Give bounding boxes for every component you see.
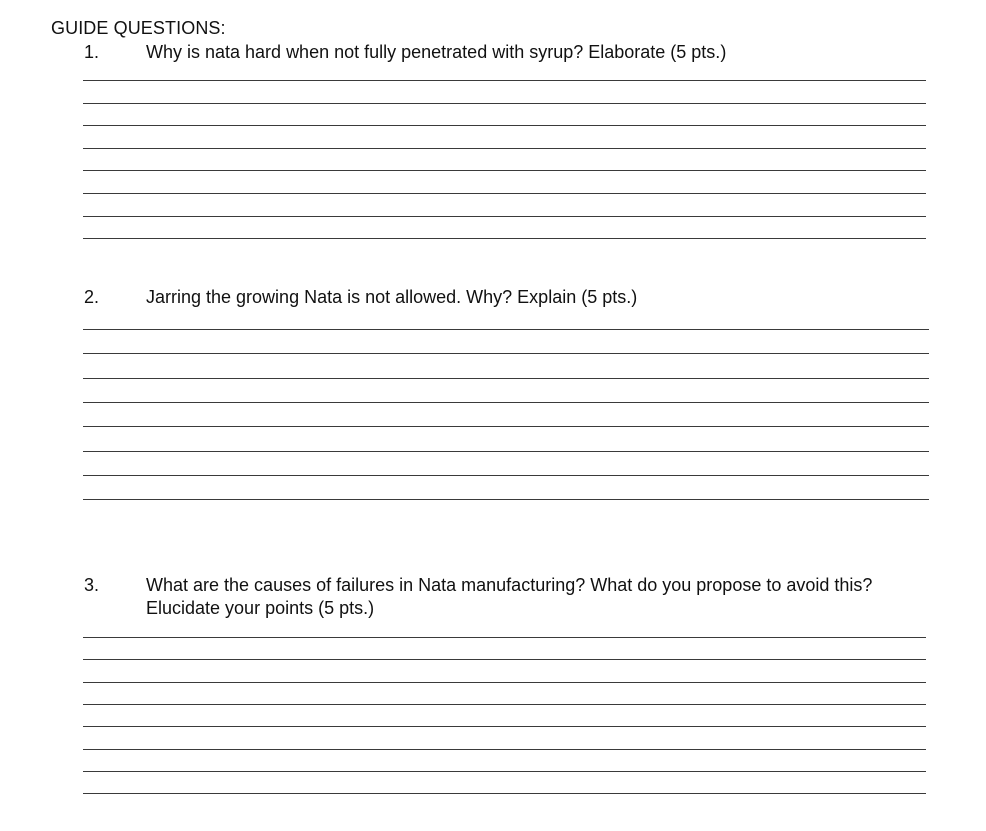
question-text-line: Why is nata hard when not fully penetrated with syrup? Elaborate (5 pts.) — [146, 42, 727, 62]
answer-line[interactable] — [83, 238, 926, 239]
answer-line[interactable] — [83, 749, 926, 750]
answer-line[interactable] — [83, 793, 926, 794]
answer-line[interactable] — [83, 378, 929, 379]
answer-line[interactable] — [83, 475, 929, 476]
answer-line[interactable] — [83, 329, 929, 330]
answer-line[interactable] — [83, 499, 929, 500]
question-number: 3. — [84, 575, 100, 595]
answer-line[interactable] — [83, 451, 929, 452]
answer-line[interactable] — [83, 726, 926, 727]
question-number: 2. — [84, 287, 100, 307]
question-text-line: Jarring the growing Nata is not allowed. Why? Explain (5 pts.) — [146, 287, 638, 307]
answer-line[interactable] — [83, 659, 926, 660]
question-text-line-1: What are the causes of failures in Nata manufacturing? What do you propose to avoid this? — [146, 575, 873, 595]
question-text — [146, 41, 976, 64]
answer-line[interactable] — [83, 148, 926, 149]
answer-line[interactable] — [83, 637, 926, 638]
question-text-line-2: Elucidate your points (5 pts.) — [146, 598, 375, 618]
page-heading: GUIDE QUESTIONS: — [51, 18, 226, 38]
answer-line[interactable] — [83, 125, 926, 126]
answer-line[interactable] — [83, 704, 926, 705]
answer-line[interactable] — [83, 170, 926, 171]
question-number: 1. — [84, 42, 100, 62]
answer-line[interactable] — [83, 771, 926, 772]
question-text — [146, 574, 976, 620]
answer-line[interactable] — [83, 426, 929, 427]
answer-line[interactable] — [83, 193, 926, 194]
answer-line[interactable] — [83, 80, 926, 81]
answer-line[interactable] — [83, 402, 929, 403]
answer-line[interactable] — [83, 216, 926, 217]
answer-line[interactable] — [83, 682, 926, 683]
answer-line[interactable] — [83, 353, 929, 354]
answer-line[interactable] — [83, 103, 926, 104]
question-text — [146, 286, 976, 309]
